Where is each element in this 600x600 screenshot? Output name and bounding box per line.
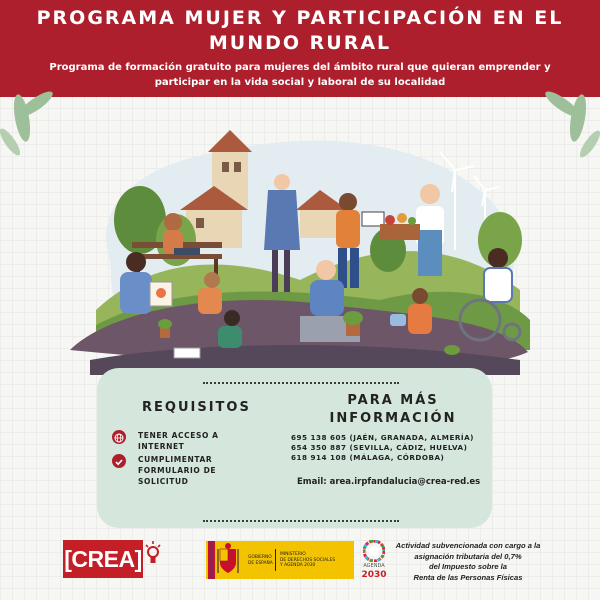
requirement-form-text: [138, 454, 238, 487]
ministry-line: MINISTERIO: [280, 552, 306, 558]
phone-number[interactable]: 695 138 605 (JAÉN, GRANADA, ALMERÍA): [291, 433, 474, 442]
requirement-internet-text: [138, 430, 238, 452]
crea-logo: [CREA]: [63, 540, 143, 578]
left-leaves-decoration: [0, 90, 56, 158]
phone-number[interactable]: 618 914 108 (MÁLAGA, CÓRDOBA): [291, 453, 445, 462]
dotted-divider-bottom: [203, 520, 399, 522]
requirement-form: [112, 454, 238, 487]
funding-line: del Impuesto sobre la: [428, 562, 508, 571]
more-info-line-1: PARA MÁS: [347, 393, 439, 408]
phone-number[interactable]: 654 350 887 (SEVILLA, CÁDIZ, HUELVA): [291, 443, 468, 452]
right-leaves-decoration: [542, 90, 600, 160]
funding-line: Renta de las Personas Físicas: [413, 572, 523, 582]
phone-list: [291, 433, 474, 463]
requirement-internet: [112, 430, 238, 452]
agenda-2030-logo: [357, 540, 389, 582]
ministry-line: DE DERECHOS SOCIALES: [280, 557, 336, 563]
dotted-divider-top: [203, 382, 399, 384]
email-contact[interactable]: Email: area.irpfandalucia@crea-red.es: [297, 477, 481, 487]
rural-women-illustration: [0, 90, 600, 390]
header-banner: [0, 0, 600, 97]
more-info-line-2: INFORMACIÓN: [329, 411, 457, 426]
funding-notice: [393, 541, 543, 583]
requirement-line: SOLICITUD: [138, 477, 189, 486]
requirement-line: FORMULARIO DE: [138, 466, 217, 475]
requirements-heading: REQUISITOS: [142, 400, 251, 415]
coat-of-arms-icon: [206, 541, 246, 579]
funding-line: Actividad subvencionada con cargo a la: [395, 541, 541, 550]
gov-line: GOBIERNO: [248, 555, 272, 560]
page-title: [0, 6, 600, 56]
ministry-label: [276, 551, 352, 569]
globe-icon: [112, 430, 126, 444]
funding-line: asignación tributaria del 0,7%: [414, 551, 522, 561]
subtitle-line-1: Programa de formación gratuito para mujeres del ámbito rural que quieran emprender y: [49, 62, 551, 73]
lightbulb-icon: [144, 540, 162, 568]
title-line-2: MUNDO RURAL: [208, 32, 392, 54]
agenda-year: 2030: [361, 570, 387, 580]
government-label: [246, 549, 276, 571]
sdg-wheel-icon: [363, 540, 385, 562]
requirement-line: TENER ACCESO A INTERNET: [138, 431, 219, 451]
gov-line: DE ESPAÑA: [248, 560, 273, 566]
title-line-1: PROGRAMA MUJER Y PARTICIPACIÓN EN EL: [36, 7, 564, 29]
subtitle-line-2: participar en la vida social y laboral de su localidad: [154, 77, 446, 88]
more-info-heading: [318, 392, 468, 428]
page-subtitle: [30, 60, 570, 90]
agenda-label: AGENDA: [363, 563, 385, 569]
government-logo: [206, 541, 354, 579]
check-icon: [112, 454, 126, 468]
requirement-line: CUMPLIMENTAR: [138, 455, 213, 464]
ministry-line: Y AGENDA 2030: [280, 563, 316, 569]
